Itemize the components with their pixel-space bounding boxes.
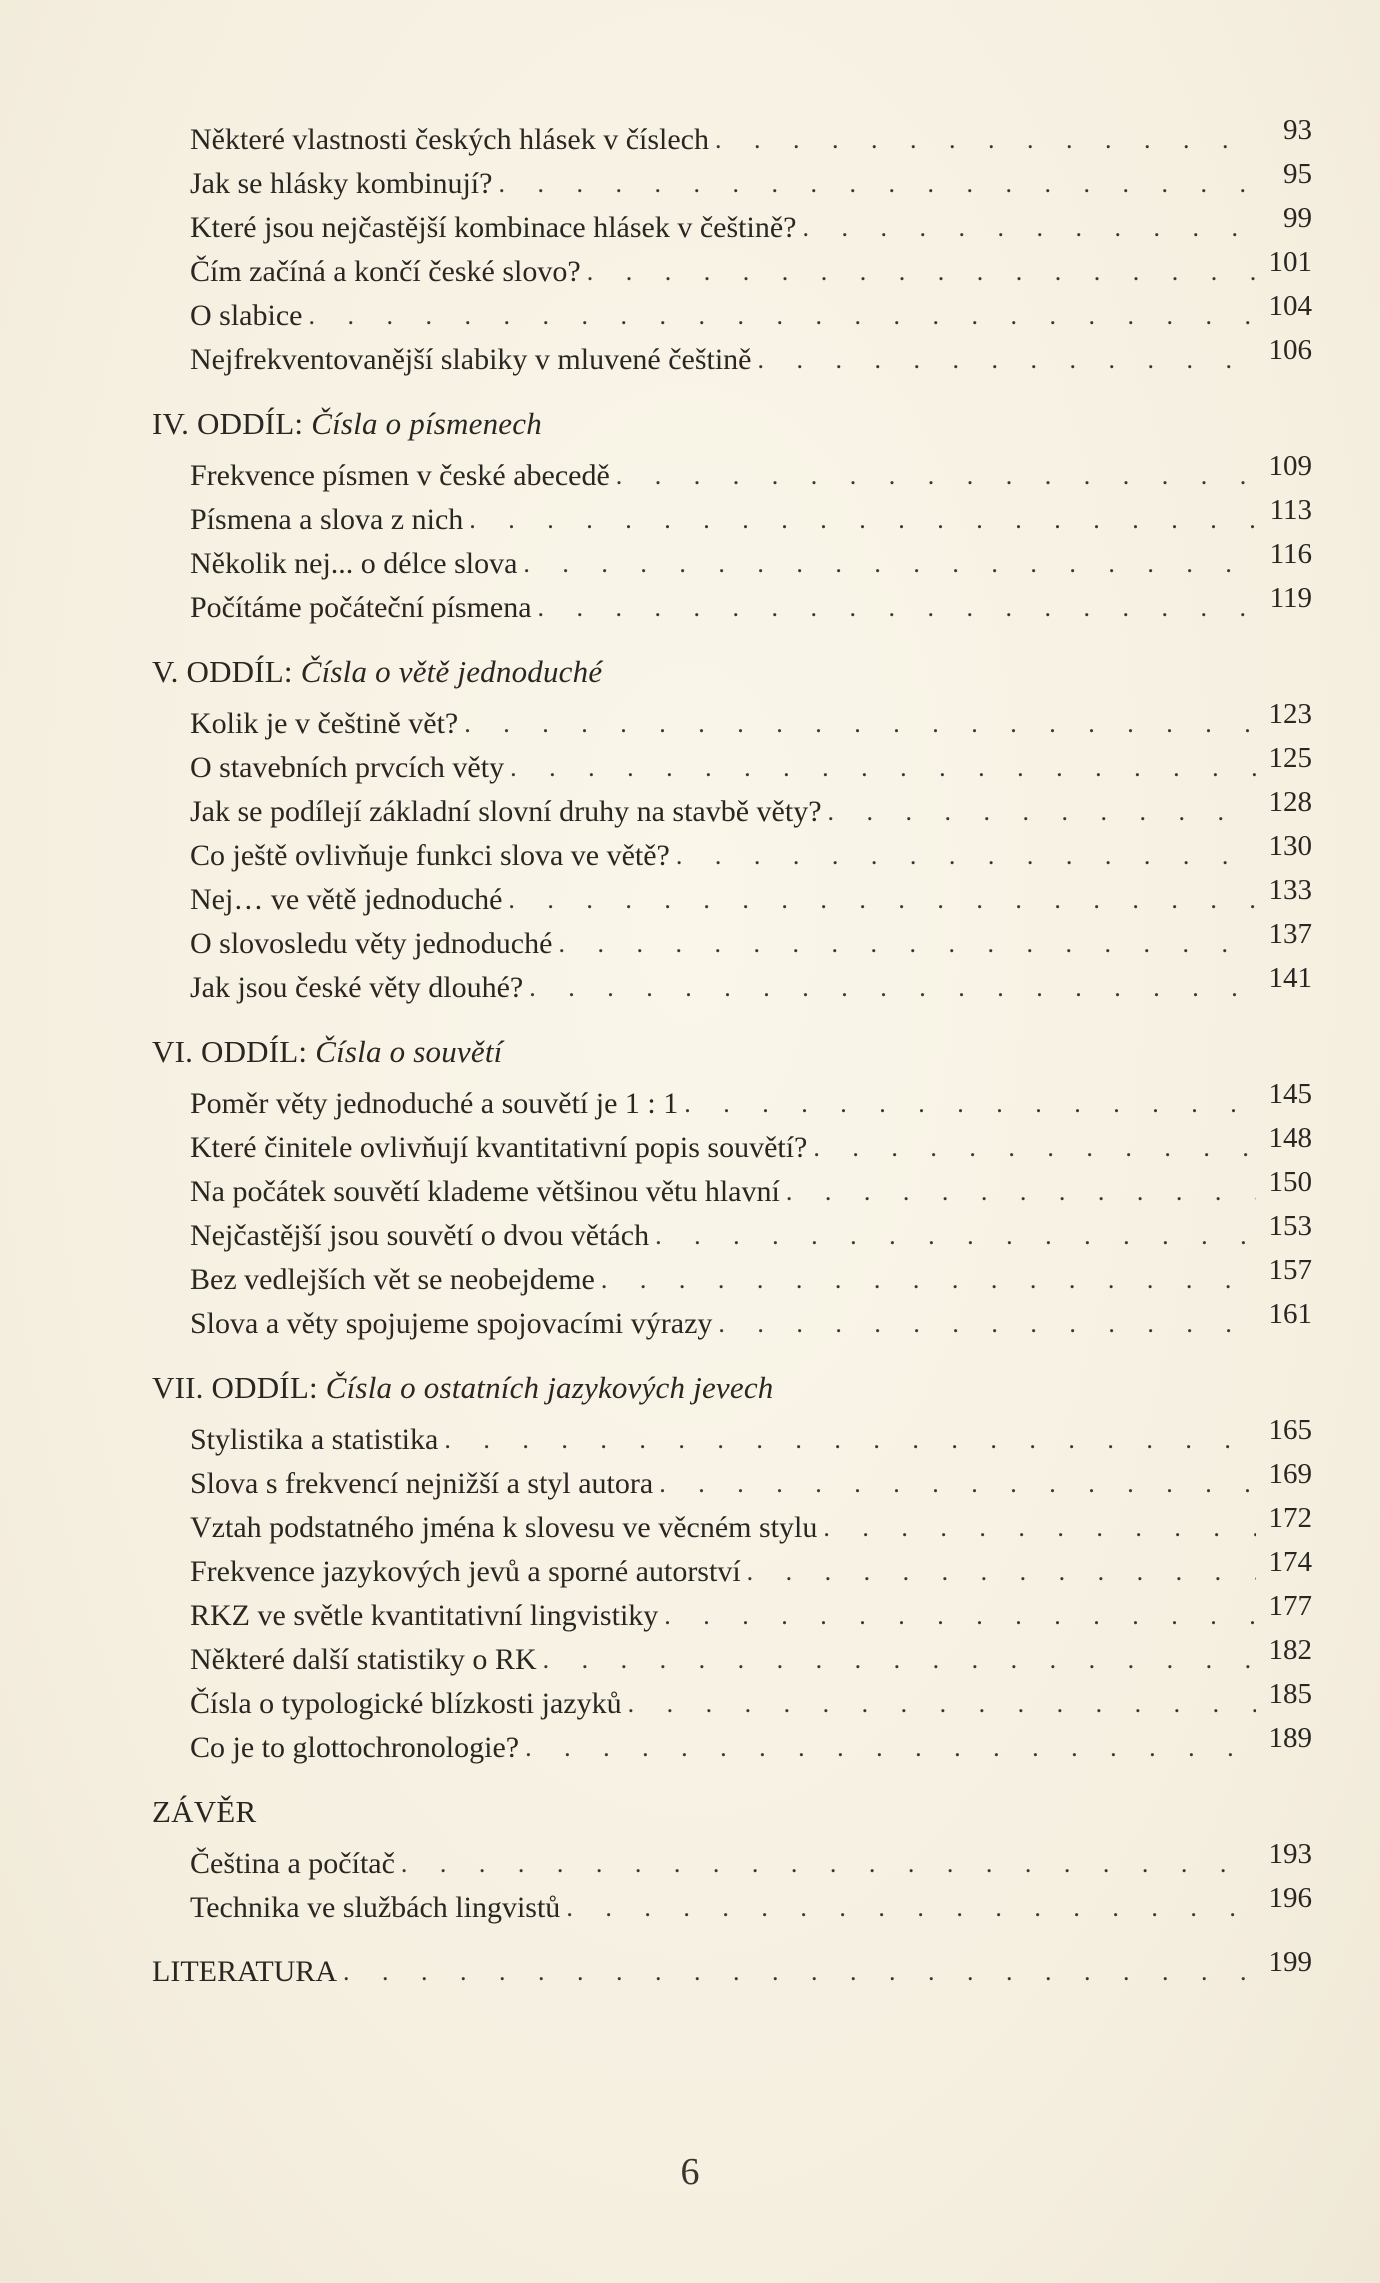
toc-entry	[152, 1838, 1312, 1886]
toc-entry	[152, 786, 1312, 834]
toc-entry-page: 174	[1268, 1546, 1312, 1578]
toc-entry-page: 199	[1268, 1946, 1312, 1978]
toc-section-vii	[152, 1366, 1312, 1770]
dot-leader	[747, 1550, 1256, 1594]
toc-entry-title: O slovosledu věty jednoduché	[190, 927, 553, 960]
toc-entry	[152, 830, 1312, 878]
section-heading	[152, 1790, 1312, 1834]
toc-entry-page: 150	[1268, 1166, 1312, 1198]
toc-entry	[152, 290, 1312, 338]
toc-entry-page: 123	[1268, 698, 1312, 730]
dot-leader	[587, 250, 1256, 294]
toc-entry-page: 153	[1268, 1210, 1312, 1242]
toc-entry-page: 182	[1268, 1634, 1312, 1666]
toc-entry-page: 119	[1269, 582, 1312, 614]
toc-entry-page: 125	[1268, 742, 1312, 774]
toc-entry-page: 109	[1268, 450, 1312, 482]
toc-entry-page: 189	[1268, 1722, 1312, 1754]
section-heading	[152, 1030, 1312, 1074]
toc-entry-title: Písmena a slova z nich	[190, 503, 464, 536]
toc-entry-page: 116	[1269, 538, 1312, 570]
toc-entry	[152, 918, 1312, 966]
dot-leader	[659, 1462, 1256, 1506]
toc-entry	[152, 538, 1312, 586]
toc-entry-page: 95	[1283, 158, 1312, 190]
table-of-contents	[152, 114, 1312, 1994]
dot-leader	[601, 1258, 1256, 1302]
toc-entry	[152, 874, 1312, 922]
toc-entry-page: 113	[1269, 494, 1312, 526]
toc-entry-page: 177	[1268, 1590, 1312, 1622]
toc-entry-page: 145	[1268, 1078, 1312, 1110]
toc-entry	[152, 1590, 1312, 1638]
toc-entry	[152, 1254, 1312, 1302]
dot-leader	[558, 922, 1256, 966]
toc-entry-page: 128	[1268, 786, 1312, 818]
toc-entry-page: 172	[1268, 1502, 1312, 1534]
toc-entry-title: Jak se hlásky kombinují?	[190, 167, 493, 200]
toc-entry-page: 165	[1268, 1414, 1312, 1446]
dot-leader	[469, 498, 1256, 542]
dot-leader	[664, 1594, 1256, 1638]
dot-leader	[444, 1418, 1256, 1462]
toc-entry-title: Některé další statistiky o RK	[190, 1643, 537, 1676]
toc-entry	[152, 1122, 1312, 1170]
toc-entry-page: 161	[1268, 1298, 1312, 1330]
toc-entry-page: 101	[1268, 246, 1312, 278]
toc-entry	[152, 582, 1312, 630]
dot-leader	[802, 206, 1256, 250]
toc-entry-title: Čím začíná a končí české slovo?	[190, 255, 581, 288]
dot-leader	[538, 586, 1256, 630]
toc-entry	[152, 1678, 1312, 1726]
toc-entry-page: 157	[1268, 1254, 1312, 1286]
dot-leader	[543, 1638, 1256, 1682]
toc-entry-title: Technika ve službách lingvistů	[190, 1891, 561, 1924]
toc-entry	[152, 1298, 1312, 1346]
toc-entry	[152, 1210, 1312, 1258]
dot-leader	[464, 702, 1256, 746]
dot-leader	[823, 1506, 1256, 1550]
toc-entry-page: 133	[1268, 874, 1312, 906]
section-number: IV. ODDÍL:	[152, 406, 304, 441]
toc-section-iv	[152, 402, 1312, 630]
toc-continued-entries	[152, 114, 1312, 382]
dot-leader	[828, 790, 1256, 834]
toc-entry	[152, 1166, 1312, 1214]
dot-leader	[616, 454, 1256, 498]
page-number: 6	[680, 2151, 700, 2193]
dot-leader	[529, 966, 1256, 1010]
toc-entry-page: 169	[1268, 1458, 1312, 1490]
toc-entry	[152, 1634, 1312, 1682]
section-subtitle: Čísla o větě jednoduché	[300, 654, 603, 689]
toc-entry-title: Stylistika a statistika	[190, 1423, 439, 1456]
toc-entry-page: 148	[1268, 1122, 1312, 1154]
toc-entry-page: 196	[1268, 1882, 1312, 1914]
toc-entry	[152, 246, 1312, 294]
toc-entry-title: Bez vedlejších vět se neobejdeme	[190, 1263, 595, 1296]
toc-entry-title: Čísla o typologické blízkosti jazyků	[190, 1687, 622, 1720]
section-number: VII. ODDÍL:	[152, 1370, 318, 1405]
dot-leader	[510, 746, 1256, 790]
toc-entry-page: 130	[1268, 830, 1312, 862]
toc-entry-title: Počítáme počáteční písmena	[190, 591, 532, 624]
dot-leader	[684, 1082, 1256, 1126]
toc-entry-title: O stavebních prvcích věty	[190, 751, 505, 784]
toc-entry-page: 137	[1268, 918, 1312, 950]
toc-entry-title: Nejfrekventovanější slabiky v mluvené češtině	[190, 343, 752, 376]
toc-section-literatura	[152, 1946, 1312, 1994]
toc-entry-page: 93	[1283, 114, 1312, 146]
dot-leader	[343, 1950, 1256, 1994]
toc-entry-title: Poměr věty jednoduché a souvětí je 1 : 1	[190, 1087, 679, 1120]
dot-leader	[758, 338, 1257, 382]
dot-leader	[715, 118, 1256, 162]
section-subtitle: Čísla o souvětí	[315, 1034, 503, 1069]
toc-entry-title: Některé vlastnosti českých hlásek v číslech	[190, 123, 709, 156]
toc-entry-title: Jak se podílejí základní slovní druhy na stavbě věty?	[190, 795, 822, 828]
toc-entry	[152, 1546, 1312, 1594]
toc-section-vi	[152, 1030, 1312, 1346]
dot-leader	[523, 542, 1256, 586]
toc-entry-title: RKZ ve světle kvantitativní lingvistiky	[190, 1599, 659, 1632]
toc-entry	[152, 1458, 1312, 1506]
toc-entry-page: 185	[1268, 1678, 1312, 1710]
toc-entry	[152, 114, 1312, 162]
dot-leader	[308, 294, 1256, 338]
dot-leader	[525, 1726, 1256, 1770]
toc-entry-title: Nej… ve větě jednoduché	[190, 883, 503, 916]
dot-leader	[718, 1302, 1256, 1346]
toc-entry-title: Co je to glottochronologie?	[190, 1731, 520, 1764]
toc-entry-title: Slova s frekvencí nejnižší a styl autora	[190, 1467, 654, 1500]
toc-entry-page: 141	[1268, 962, 1312, 994]
toc-entry-title: Které jsou nejčastější kombinace hlásek v češtině?	[190, 211, 797, 244]
toc-entry	[152, 1414, 1312, 1462]
toc-entry	[152, 742, 1312, 790]
toc-entry	[152, 158, 1312, 206]
dot-leader	[401, 1842, 1256, 1886]
toc-section-v	[152, 650, 1312, 1010]
section-heading	[152, 650, 1312, 694]
toc-entry-title: Jak jsou české věty dlouhé?	[190, 971, 524, 1004]
dot-leader	[566, 1886, 1256, 1930]
toc-entry-title: Slova a věty spojujeme spojovacími výrazy	[190, 1307, 713, 1340]
toc-entry	[152, 450, 1312, 498]
toc-entry-page: 104	[1268, 290, 1312, 322]
toc-entry-title: Čeština a počítač	[190, 1847, 395, 1880]
toc-entry	[152, 1722, 1312, 1770]
toc-entry	[152, 202, 1312, 250]
section-number: ZÁVĚR	[152, 1794, 257, 1829]
toc-entry-title: Které činitele ovlivňují kvantitativní popis souvětí?	[190, 1131, 808, 1164]
dot-leader	[628, 1682, 1256, 1726]
toc-entry-title: Kolik je v češtině vět?	[190, 707, 459, 740]
section-subtitle: Čísla o písmenech	[311, 406, 542, 441]
section-subtitle: Čísla o ostatních jazykových jevech	[325, 1370, 774, 1405]
dot-leader	[786, 1170, 1256, 1214]
section-number: VI. ODDÍL:	[152, 1034, 308, 1069]
toc-entry-title: Vztah podstatného jména k slovesu ve věcném stylu	[190, 1511, 818, 1544]
dot-leader	[508, 878, 1256, 922]
toc-entry-title: Co ještě ovlivňuje funkci slova ve větě?	[190, 839, 670, 872]
toc-entry-title: Na počátek souvětí klademe většinou větu hlavní	[190, 1175, 780, 1208]
toc-entry-title: Frekvence jazykových jevů a sporné autorství	[190, 1555, 741, 1588]
toc-entry	[152, 494, 1312, 542]
toc-entry	[152, 1078, 1312, 1126]
section-heading	[152, 1366, 1312, 1410]
toc-entry-page: 106	[1268, 334, 1312, 366]
section-heading	[152, 402, 1312, 446]
toc-entry	[152, 962, 1312, 1010]
toc-entry-title: Frekvence písmen v české abecedě	[190, 459, 610, 492]
toc-entry-page: 193	[1268, 1838, 1312, 1870]
toc-entry	[152, 1882, 1312, 1930]
toc-entry	[152, 698, 1312, 746]
dot-leader	[676, 834, 1256, 878]
toc-entry	[152, 334, 1312, 382]
toc-entry	[152, 1946, 1312, 1994]
toc-entry-title: LITERATURA	[152, 1955, 337, 1988]
dot-leader	[813, 1126, 1256, 1170]
toc-entry-page: 99	[1283, 202, 1312, 234]
dot-leader	[655, 1214, 1256, 1258]
toc-entry	[152, 1502, 1312, 1550]
toc-entry-title: O slabice	[190, 299, 303, 332]
toc-section-zaver	[152, 1790, 1312, 1930]
toc-entry-title: Nejčastější jsou souvětí o dvou větách	[190, 1219, 650, 1252]
dot-leader	[498, 162, 1256, 206]
toc-entry-title: Několik nej... o délce slova	[190, 547, 518, 580]
section-number: V. ODDÍL:	[152, 654, 293, 689]
